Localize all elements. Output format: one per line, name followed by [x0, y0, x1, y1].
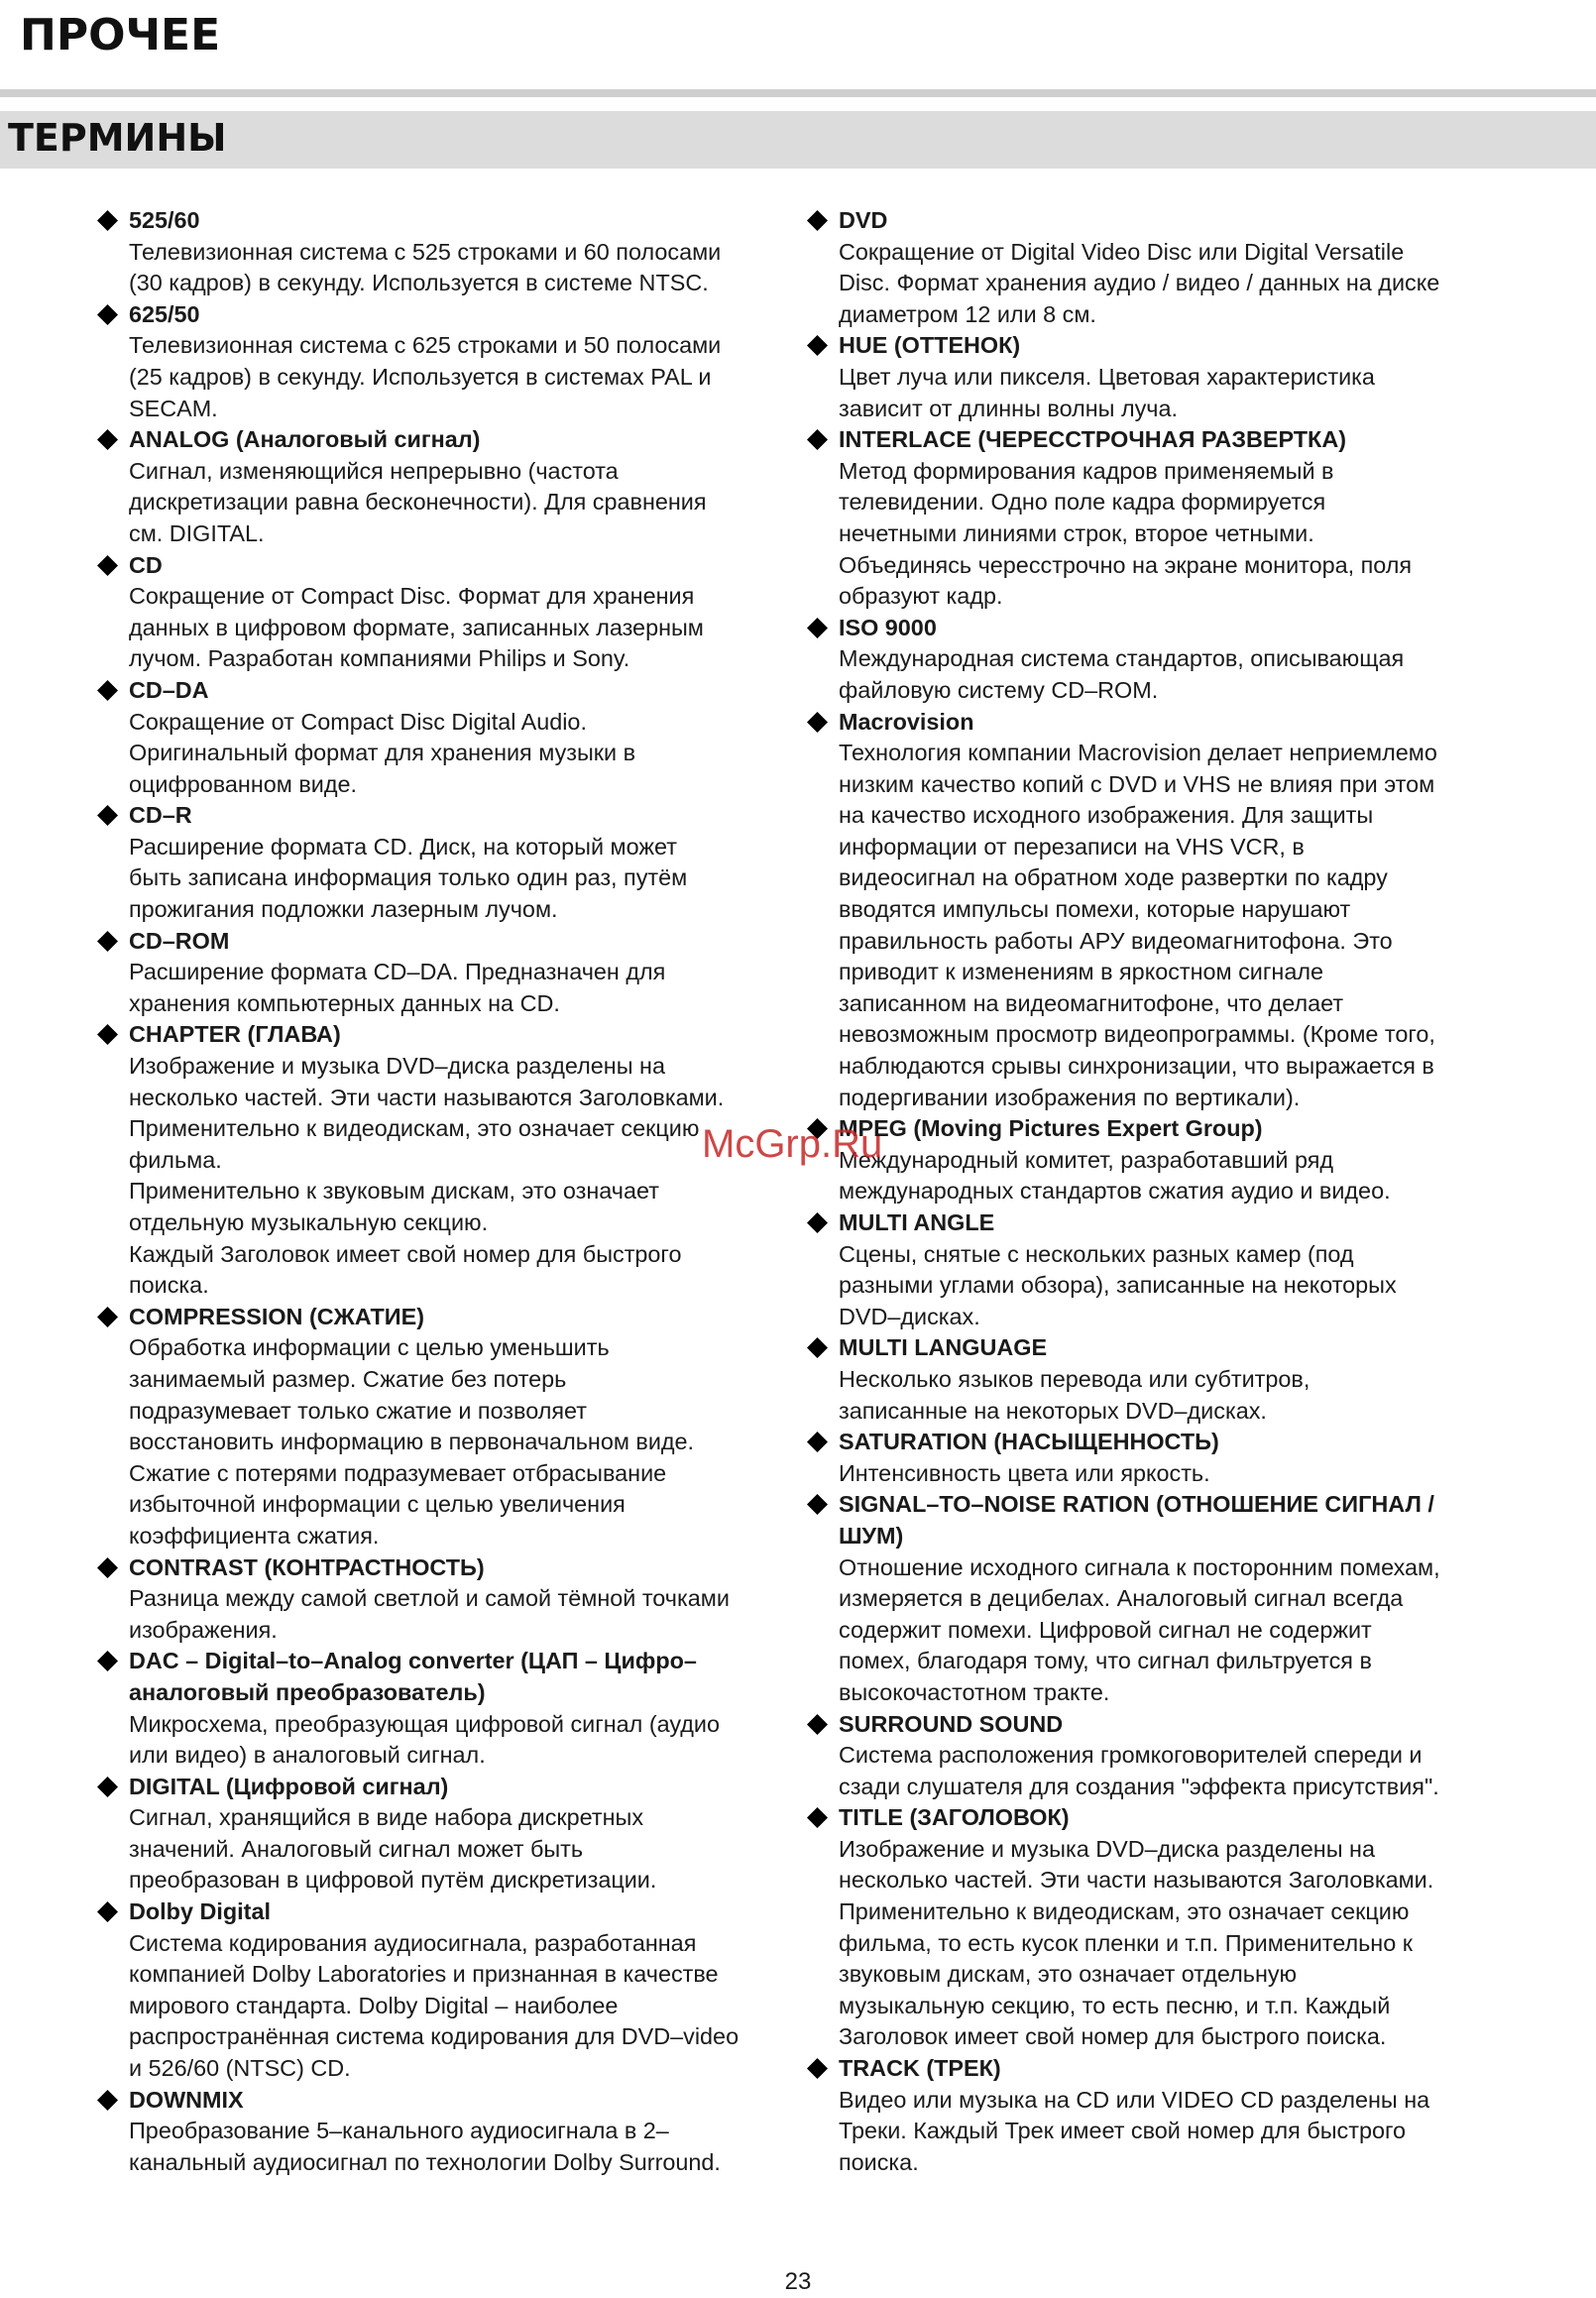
- glossary-definition: Видео или музыка на CD или VIDEO CD разделены на Треки. Каждый Трек имеет свой номер для быстрого поиска.: [839, 2086, 1430, 2175]
- glossary-entry: [807, 330, 1511, 424]
- glossary-entry: [97, 926, 811, 1020]
- glossary-definition: Расширение формата CD. Диск, на который может быть записана информация только один раз, путём прожигания подложки лазерным лучом.: [129, 833, 688, 923]
- glossary-definition: Сокращение от Compact Disc Digital Audio. Оригинальный формат для хранения музыки в оцифрованном виде.: [129, 708, 636, 797]
- diamond-bullet-icon: [807, 2058, 828, 2079]
- glossary-term: [97, 1896, 811, 1928]
- diamond-bullet-icon: [97, 304, 118, 325]
- glossary-definition: Система расположения громкоговорителей спереди и сзади слушателя для создания "эффекта присутствия".: [839, 1742, 1439, 1799]
- glossary-term: [807, 1802, 1511, 1834]
- diamond-bullet-icon: [97, 1307, 118, 1327]
- diamond-bullet-icon: [97, 680, 118, 701]
- diamond-bullet-icon: [807, 429, 828, 450]
- glossary-term: [807, 1332, 1511, 1364]
- glossary-entry: [97, 1302, 811, 1552]
- glossary-term: [807, 1489, 1511, 1551]
- glossary-entry: [97, 2085, 811, 2179]
- diamond-bullet-icon: [97, 555, 118, 576]
- diamond-bullet-icon: [807, 712, 828, 733]
- glossary-entry: [97, 1896, 811, 2085]
- glossary-term-text: COMPRESSION (СЖАТИЕ): [129, 1303, 424, 1329]
- glossary-term-text: CHAPTER (ГЛАВА): [129, 1021, 341, 1048]
- glossary-entry: [97, 675, 811, 800]
- glossary-term: [97, 550, 811, 582]
- glossary-definition: Сокращение от Compact Disc. Формат для хранения данных в цифровом формате, записанных лазерным лучом. Разработан компаниями Philips и Sony.: [129, 583, 704, 672]
- glossary-term: [807, 1113, 1511, 1145]
- glossary-term-text: ANALOG (Аналоговый сигнал): [129, 426, 481, 453]
- glossary-definition: Международная система стандартов, описывающая файловую систему CD–ROM.: [839, 645, 1405, 703]
- glossary-term: [807, 2053, 1511, 2085]
- glossary-definition: Сигнал, хранящийся в виде набора дискретных значений. Аналоговый сигнал может быть преобразован в цифровой путём дискретизации.: [129, 1804, 657, 1894]
- glossary-term: [97, 800, 811, 832]
- diamond-bullet-icon: [807, 210, 828, 231]
- glossary-term-text: MPEG (Moving Pictures Expert Group): [839, 1115, 1263, 1142]
- diamond-bullet-icon: [807, 618, 828, 638]
- glossary-term: [97, 2085, 811, 2117]
- glossary-entry: [807, 707, 1511, 1114]
- glossary-term-text: CD: [129, 551, 163, 578]
- right-column: [807, 205, 1511, 2178]
- glossary-definition: Несколько языков перевода или субтитров, записанные на некоторых DVD–дисках.: [839, 1365, 1311, 1424]
- glossary-definition: Микросхема, преобразующая цифровой сигнал (аудио или видео) в аналоговый сигнал.: [129, 1710, 720, 1769]
- glossary-entry: [807, 1427, 1511, 1489]
- diamond-bullet-icon: [807, 1494, 828, 1515]
- diamond-bullet-icon: [97, 931, 118, 952]
- glossary-term-text: CONTRAST (КОНТРАСТНОСТЬ): [129, 1553, 485, 1580]
- glossary-term-text: INTERLACE (ЧЕРЕССТРОЧНАЯ РАЗВЕРТКА): [839, 426, 1346, 453]
- glossary-definition: Интенсивность цвета или яркость.: [839, 1459, 1210, 1486]
- glossary-entry: [807, 1332, 1511, 1427]
- glossary-term: [97, 1302, 811, 1333]
- glossary-entry: [807, 1113, 1511, 1207]
- glossary-definition: Расширение формата CD–DA. Предназначен для хранения компьютерных данных на CD.: [129, 959, 666, 1016]
- glossary-entry: [97, 1772, 811, 1896]
- glossary-entry: [97, 1646, 811, 1771]
- glossary-term-text: CD–ROM: [129, 927, 230, 954]
- glossary-definition: Изображение и музыка DVD–диска разделены на несколько частей. Эти части называются Заголовками. Применительно к видеодискам, это означает секцию фильма. Применительно к звуковым дискам, это означает отдельную музыкальную секцию. Каждый Заголовок имеет свой номер для быстрого поиска.: [129, 1053, 725, 1299]
- diamond-bullet-icon: [807, 1337, 828, 1358]
- glossary-definition: Цвет луча или пикселя. Цветовая характеристика зависит от длинны волны луча.: [839, 363, 1375, 421]
- diamond-bullet-icon: [807, 1212, 828, 1233]
- diamond-bullet-icon: [807, 1807, 828, 1828]
- diamond-bullet-icon: [97, 2090, 118, 2111]
- glossary-term-text: 625/50: [129, 300, 200, 327]
- glossary-term-text: HUE (ОТТЕНОК): [839, 332, 1021, 359]
- glossary-term: [807, 1709, 1511, 1741]
- glossary-term: [97, 205, 811, 237]
- glossary-definition: Обработка информации с целью уменьшить занимаемый размер. Сжатие без потерь подразумевает только сжатие и позволяет восстановить информацию в первоначальном виде. Сжатие с потерями подразумевает отбрасывание избыточной информации с целью увеличения коэффициента сжатия.: [129, 1334, 695, 1549]
- glossary-entry: [97, 550, 811, 675]
- glossary-term: [97, 675, 811, 707]
- glossary-term: [807, 205, 1511, 237]
- glossary-term: [807, 424, 1511, 456]
- glossary-term-text: TITLE (ЗАГОЛОВОК): [839, 1804, 1070, 1831]
- glossary-term-text: MULTI ANGLE: [839, 1209, 995, 1235]
- diamond-bullet-icon: [97, 210, 118, 231]
- glossary-term-text: DAC – Digital–to–Analog converter (ЦАП – Цифро– аналоговый преобразователь): [129, 1648, 697, 1705]
- page-title: ПРОЧЕЕ: [20, 10, 221, 60]
- glossary-term: [807, 330, 1511, 362]
- glossary-entry: [807, 424, 1511, 613]
- glossary-term-text: Macrovision: [839, 708, 974, 735]
- glossary-entry: [807, 613, 1511, 707]
- glossary-definition: Разница между самой светлой и самой тёмной точками изображения.: [129, 1585, 730, 1643]
- page-number: 23: [784, 2268, 812, 2295]
- glossary-definition: Преобразование 5–канального аудиосигнала в 2– канальный аудиосигнал по технологии Dolby Surround.: [129, 2118, 721, 2175]
- title-rule: [0, 89, 1596, 97]
- glossary-term-text: TRACK (ТРЕК): [839, 2055, 1001, 2082]
- glossary-term: [97, 1019, 811, 1051]
- glossary-definition: Сцены, снятые с нескольких разных камер (под разными углами обзора), записанные на некоторых DVD–дисках.: [839, 1240, 1397, 1329]
- glossary-term-text: SATURATION (НАСЫЩЕННОСТЬ): [839, 1429, 1219, 1455]
- glossary-term-text: 525/60: [129, 207, 200, 233]
- glossary-term-text: DOWNMIX: [129, 2086, 244, 2113]
- diamond-bullet-icon: [97, 1901, 118, 1922]
- glossary-entry: [807, 1207, 1511, 1332]
- diamond-bullet-icon: [807, 335, 828, 356]
- glossary-definition: Международный комитет, разработавший ряд международных стандартов сжатия аудио и видео.: [839, 1146, 1391, 1205]
- glossary-term-text: Dolby Digital: [129, 1898, 271, 1925]
- glossary-definition: Сигнал, изменяющийся непрерывно (частота дискретизации равна бесконечности). Для сравнения см. DIGITAL.: [129, 457, 707, 546]
- glossary-term-text: CD–DA: [129, 676, 209, 703]
- glossary-definition: Технология компании Macrovision делает неприемлемо низким качество копий с DVD и VHS не влияя при этом на качество исходного изображения. Для защиты информации от перезаписи на VHS VCR, в видеосигнал на обратном ходе развертки по кадру вводятся импульсы помехи, которые нарушают правильность работы АРУ видеомагнитофона. Это приводит к изменениям в яркостном сигнале записанном на видеомагнитофоне, что делает невозможным просмотр видеопрограммы. (Кроме того, наблюдаются срывы синхронизации, что выражается в подергивании изображения по вертикали).: [839, 740, 1437, 1110]
- diamond-bullet-icon: [807, 1714, 828, 1735]
- glossary-definition: Изображение и музыка DVD–диска разделены на несколько частей. Эти части называются Заголовками. Применительно к видеодискам, это означает секцию фильма, то есть кусок пленки и т.п. Применительно к звуковым дискам, это означает отдельную музыкальную секцию, то есть песню, и т.п. Каждый Заголовок имеет свой номер для быстрого поиска.: [839, 1835, 1434, 2050]
- glossary-entry: [97, 205, 811, 299]
- glossary-term: [807, 613, 1511, 644]
- section-title: ТЕРМИНЫ: [8, 116, 227, 160]
- glossary-entry: [97, 299, 811, 424]
- glossary-definition: Отношение исходного сигнала к посторонним помехам, измеряется в децибелах. Аналоговый сигнал всегда содержит помехи. Цифровой сигнал не содержит помех, благодаря тому, что сигнал фильтруется в высокочастотном тракте.: [839, 1553, 1440, 1705]
- glossary-term-text: CD–R: [129, 802, 192, 829]
- glossary-term: [807, 1207, 1511, 1239]
- glossary-term-text: MULTI LANGUAGE: [839, 1334, 1048, 1361]
- glossary-definition: Сокращение от Digital Video Disc или Digital Versatile Disc. Формат хранения аудио / видео / данных на диске диаметром 12 или 8 см.: [839, 238, 1440, 327]
- glossary-definition: Телевизионная система с 525 строками и 60 полосами (30 кадров) в секунду. Используется в системе NTSC.: [129, 238, 722, 296]
- glossary-term: [97, 1552, 811, 1584]
- glossary-term: [807, 1427, 1511, 1458]
- glossary-term-text: DIGITAL (Цифровой сигнал): [129, 1773, 449, 1799]
- glossary-term-text: ISO 9000: [839, 614, 937, 640]
- diamond-bullet-icon: [97, 1777, 118, 1797]
- diamond-bullet-icon: [97, 1024, 118, 1045]
- glossary-entry: [97, 424, 811, 549]
- glossary-entry: [807, 1802, 1511, 2053]
- glossary-entry: [807, 1489, 1511, 1708]
- glossary-definition: Метод формирования кадров применяемый в телевидении. Одно поле кадра формируется нечетными линиями строк, второе четными. Объединясь чересстрочно на экране монитора, поля образуют кадр.: [839, 457, 1413, 610]
- glossary-term: [97, 424, 811, 456]
- glossary-term: [97, 1772, 811, 1803]
- diamond-bullet-icon: [807, 1432, 828, 1452]
- glossary-term: [97, 926, 811, 958]
- glossary-entry: [97, 800, 811, 925]
- diamond-bullet-icon: [97, 429, 118, 450]
- glossary-definition: Система кодирования аудиосигнала, разработанная компанией Dolby Laboratories и признанная в качестве мирового стандарта. Dolby Digital – наиболее распространённая система кодирования для DVD–video и 526/60 (NTSC) CD.: [129, 1929, 740, 2082]
- diamond-bullet-icon: [97, 1557, 118, 1578]
- watermark: McGrp.Ru: [702, 1122, 883, 1166]
- glossary-term: [97, 299, 811, 331]
- glossary-term-text: SURROUND SOUND: [839, 1710, 1064, 1737]
- glossary-term-text: SIGNAL–TO–NOISE RATION (ОТНОШЕНИЕ СИГНАЛ / ШУМ): [839, 1491, 1434, 1549]
- diamond-bullet-icon: [97, 805, 118, 826]
- section-band: [0, 111, 1596, 169]
- glossary-entry: [807, 1709, 1511, 1803]
- glossary-definition: Телевизионная система с 625 строками и 50 полосами (25 кадров) в секунду. Используется в системах PAL и SECAM.: [129, 332, 722, 421]
- glossary-entry: [97, 1552, 811, 1647]
- glossary-term: [807, 707, 1511, 739]
- glossary-entry: [807, 2053, 1511, 2178]
- left-column: [97, 205, 811, 2178]
- glossary-entry: [807, 205, 1511, 330]
- glossary-term: [97, 1646, 811, 1708]
- glossary-term-text: DVD: [839, 207, 888, 233]
- diamond-bullet-icon: [97, 1651, 118, 1671]
